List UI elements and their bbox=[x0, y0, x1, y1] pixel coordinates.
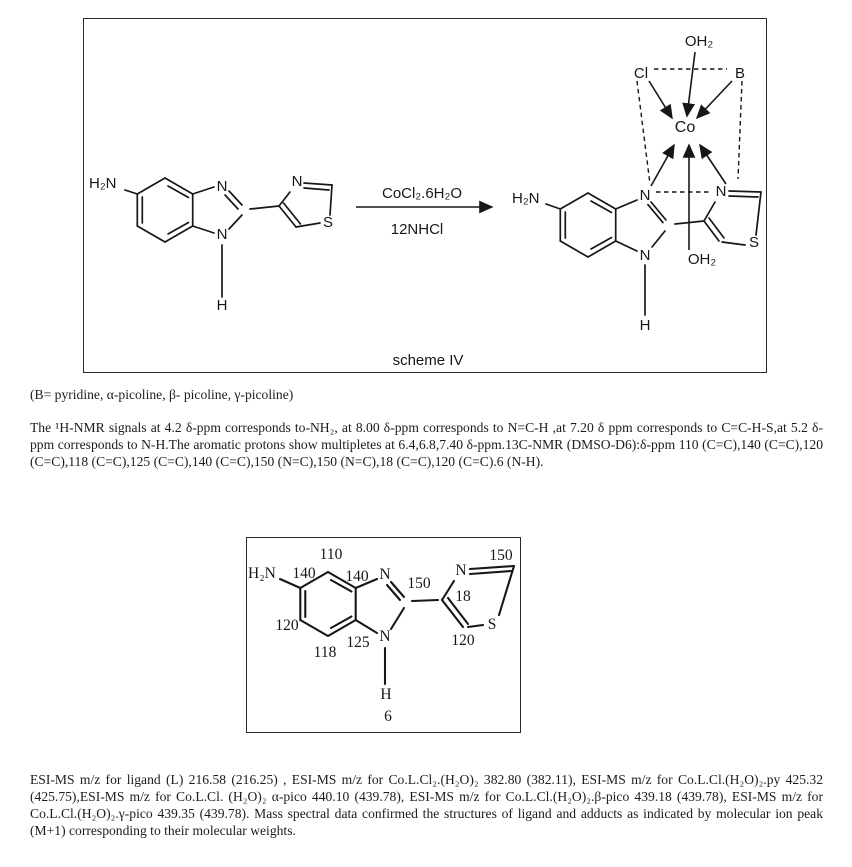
assign-c150b-label: 150 bbox=[489, 547, 513, 564]
left-thiazole-n-label: N bbox=[291, 173, 303, 190]
assign-n-bottom-label: N bbox=[379, 628, 391, 645]
base-label: B bbox=[734, 65, 746, 82]
left-nh-hydrogen-label: H bbox=[216, 297, 228, 314]
scheme-figure bbox=[83, 18, 767, 373]
left-amine-label: H₂N bbox=[89, 175, 117, 192]
assignment-figure bbox=[246, 537, 521, 733]
assign-c118-label: 118 bbox=[313, 644, 337, 661]
assign-c110-label: 110 bbox=[319, 546, 343, 563]
assign-c150a-label: 150 bbox=[407, 575, 431, 592]
assign-c125-label: 125 bbox=[346, 634, 370, 651]
scheme-drawing bbox=[84, 19, 765, 371]
left-structure-bonds bbox=[125, 178, 332, 297]
left-imidazole-n-top-label: N bbox=[216, 178, 228, 195]
assignment-drawing bbox=[247, 538, 519, 731]
assign-nh-hydrogen-label: H bbox=[380, 686, 392, 703]
reagent-above-arrow: CoCl₂.6H₂O bbox=[382, 185, 462, 202]
assign-c140a-label: 140 bbox=[292, 565, 316, 582]
right-structure-bonds bbox=[546, 191, 761, 315]
reagent-below-arrow: 12NHCl bbox=[390, 221, 444, 238]
assign-c120a-label: 120 bbox=[275, 617, 299, 634]
assignment-structure-bonds bbox=[280, 566, 514, 684]
assign-h6-label: 6 bbox=[384, 708, 392, 725]
chloride-label: Cl bbox=[633, 65, 649, 82]
right-nh-hydrogen-label: H bbox=[639, 317, 651, 334]
right-amine-label: H₂N bbox=[512, 190, 540, 207]
coordination-lines bbox=[637, 52, 742, 250]
left-imidazole-n-bottom-label: N bbox=[216, 226, 228, 243]
base-definition-note: (B= pyridine, α-picoline, β- picoline, γ-picoline) bbox=[30, 387, 294, 402]
right-imidazole-n-top-label: N bbox=[639, 187, 651, 204]
assign-s-label: S bbox=[487, 616, 497, 633]
esi-ms-paragraph: ESI-MS m/z for ligand (L) 216.58 (216.25) , ESI-MS m/z for Co.L.Cl₂.(H₂O)₂ 382.80 (382.11), ESI-MS m/z for Co.L.Cl.(H₂O)₂.py 425.32 (425.75),ESI-MS m/z for Co.L.Cl. (H₂O)₂ α-pico 440.10 (439.78), ESI-MS m/z for Co.L.Cl.(H₂O)₂.β-pico 439.18 (439.78), ESI-MS m/z for Co.L.Cl.(H₂O)₂.γ-pico 439.35 (439.78). Mass spectral data confirmed the structures of ligand and adducts as indicated by molecular ion peak (M+1) corresponding to their molecular weights. bbox=[30, 772, 823, 838]
assign-amine-label: H₂N bbox=[248, 565, 276, 582]
assign-c140b-label: 140 bbox=[345, 568, 369, 585]
nmr-paragraph: The ¹H-NMR signals at 4.2 δ-ppm corresponds to-NH₂, at 8.00 δ-ppm corresponds to N=C-H ,at 7.20 δ ppm corresponds to C=C-H-S,at 5.2 δ-ppm corresponds to N-H.The aromatic protons show multipletes at 6.4,6.8,7.40 δ-ppm.13C-NMR (DMSO-D6):δ-ppm 110 (C=C),140 (C=C),120 (C=C),118 (C=C),125 (C=C),140 (C=C),150 (N=C),150 (N=C),18 (C=C),120 (C=C).6 (N-H). bbox=[30, 420, 823, 469]
aqua-top-label: OH₂ bbox=[684, 33, 714, 50]
assign-n-top-label: N bbox=[379, 566, 391, 583]
cobalt-label: Co bbox=[674, 119, 696, 136]
scheme-caption: scheme IV bbox=[392, 352, 464, 369]
right-imidazole-n-bottom-label: N bbox=[639, 247, 651, 264]
assign-c18-label: 18 bbox=[455, 588, 471, 605]
assign-thiazole-n-label: N bbox=[455, 562, 467, 579]
left-thiazole-s-label: S bbox=[322, 214, 334, 231]
right-thiazole-n-label: N bbox=[715, 183, 727, 200]
assign-c120b-label: 120 bbox=[451, 632, 475, 649]
right-thiazole-s-label: S bbox=[748, 234, 760, 251]
aqua-mid-label: OH₂ bbox=[687, 251, 717, 268]
